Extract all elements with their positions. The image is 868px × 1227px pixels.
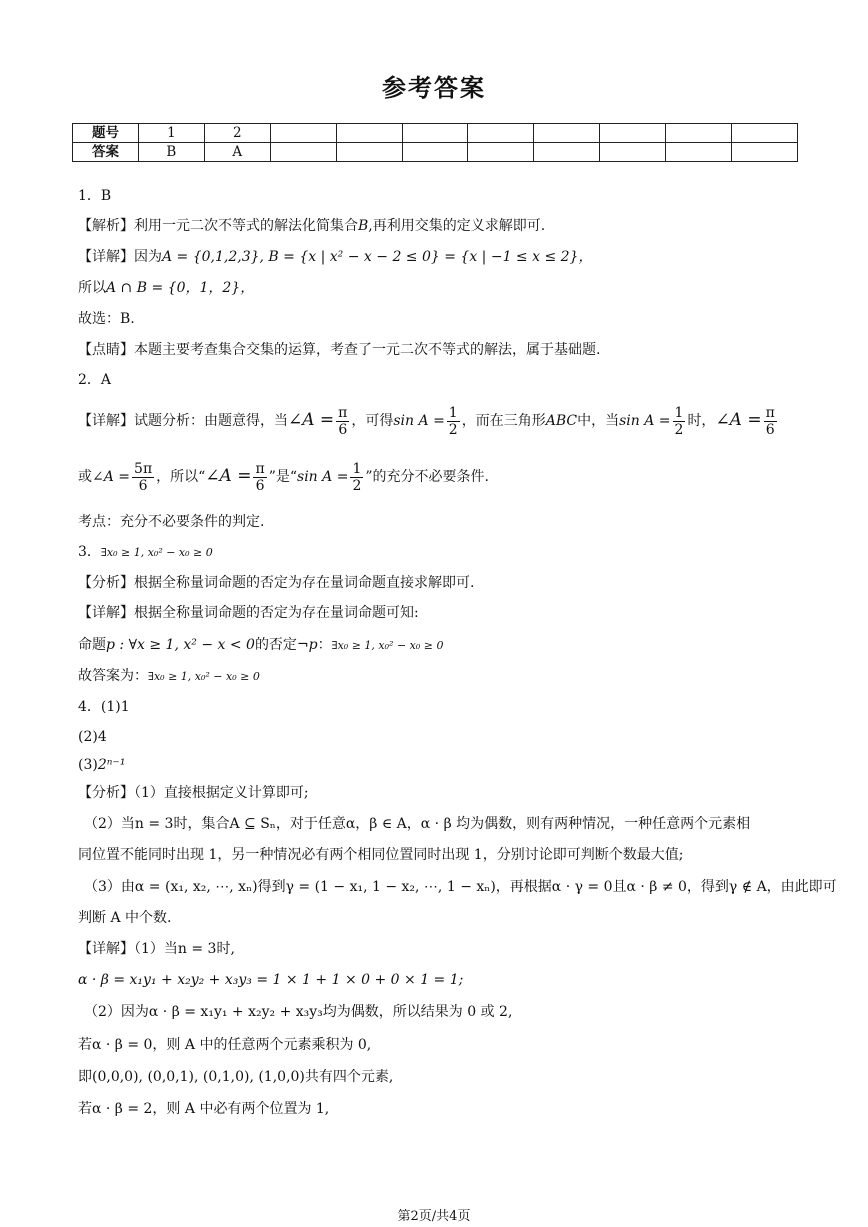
denominator: 2 [448,421,458,438]
q1-analysis [78,216,545,236]
numerator: 1 [352,460,362,477]
q2-angle: ∠A = [205,466,252,486]
q3-final-math: ∃x₀ ≥ 1, x₀² − x₀ ≥ 0 [148,670,260,683]
table-cell [666,124,732,143]
denominator: 6 [765,421,775,438]
q3-head-math: ∃x₀ ≥ 1, x₀² − x₀ ≥ 0 [100,546,213,559]
label-analysis: 【分析】 [78,785,134,801]
q3-text: 的否定 [254,637,297,653]
q2-angle: ∠A = [288,410,335,430]
q4-p3-math: 2ⁿ⁻¹ [97,757,126,773]
q1-choice: 故选：B. [78,311,135,327]
table-cell [402,124,468,143]
fraction-1-2 [673,405,686,438]
label-detail: 【详解】 [78,249,134,265]
table-cell [468,124,534,143]
q1-head: 1．B [78,188,112,204]
denominator: 6 [138,477,148,494]
q4-detail-4: 若α · β = 0，则 A 中的任意两个元素乘积为 0, [78,1037,372,1053]
table-cell [600,124,666,143]
table-cell [534,143,600,162]
table-cell [534,124,600,143]
q2-text: 中，当 [577,413,620,429]
q1-comment [78,340,600,360]
q2-text: 时， [687,413,716,429]
q4-part3 [78,755,125,775]
q2-text: 或 [78,469,92,485]
numerator: 1 [674,404,684,421]
numerator: π [338,404,348,421]
q4-head: 4．(1)1 [78,699,130,715]
q2-triangle: ABC [545,413,578,429]
q3-text: 故答案为： [78,668,148,684]
q4-analysis-2b: 同位置不能同时出现 1，另一种情况必有两个相同位置同时出现 1，分别讨论即可判断个数最大值; [78,847,684,863]
table-cell [402,143,468,162]
q2-text: ，所以“ [156,469,206,485]
q4-analysis-3b: 判断 A 中个数. [78,910,172,926]
answer-table [72,123,798,162]
denominator: 6 [255,477,265,494]
table-cell: 1 [138,124,204,143]
numerator: 5π [134,460,153,477]
q4-detail-3: （2）因为α · β = x₁y₁ + x₂y₂ + x₃y₃均为偶数，所以结果为 0 或 2, [84,1004,513,1020]
table-cell [600,143,666,162]
label-analysis: 【分析】 [78,575,134,591]
q1-analysis-set: B [358,218,369,234]
q3-detail-text: 根据全称量词命题的否定为存在量词命题可知: [134,605,419,621]
table-cell [666,143,732,162]
q3-number: 3． [78,544,101,560]
q4-detail-5: 即(0,0,0), (0,0,1), (0,1,0), (1,0,0)共有四个元素, [78,1069,394,1085]
q3-text: ： [317,637,332,653]
q1-line3-text: 所以 [78,280,106,296]
table-cell: A [204,143,270,162]
table-header-answer: 答案 [73,143,139,162]
q1-comment-text: 本题主要考查集合交集的运算，考查了一元二次不等式的解法，属于基础题. [134,342,601,358]
q2-text: ，而在三角形 [461,413,546,429]
q2-angle: ∠A = [715,410,762,430]
q4-part2: (2)4 [78,729,107,745]
table-row [73,124,798,143]
fraction-5pi-6 [132,461,154,494]
label-detail: 【详解】 [78,413,134,429]
fraction-pi-6 [764,405,777,438]
table-cell [732,143,798,162]
q3-neg: ¬p [296,637,318,653]
q1-line3 [78,278,254,298]
q2-sin: sin A = [393,413,445,429]
q1-detail-math: A = {0,1,2,3}, B = {x | x² − x − 2 ≤ 0} = {x | −1 ≤ x ≤ 2}， [162,249,593,265]
q3-analysis [78,573,474,593]
table-cell [336,124,402,143]
fraction-1-2 [350,461,363,494]
q3-prop-tail: ∃x₀ ≥ 1, x₀² − x₀ ≥ 0 [331,639,444,652]
numerator: 1 [448,404,458,421]
q2-detail-line1 [78,402,779,439]
q4-detail-text: （1）当n = 3时, [134,941,235,957]
q3-prop-math: p : ∀x ≥ 1, x² − x < 0 [106,637,255,653]
table-cell [270,143,336,162]
q1-line3-math: A ∩ B = {0，1，2}， [106,280,255,296]
q1-detail-text: 因为 [134,249,162,265]
label-analysis: 【解析】 [78,218,134,234]
denominator: 6 [338,421,348,438]
q1-analysis-rest: ,再利用交集的定义求解即可. [368,218,546,234]
table-cell [270,124,336,143]
q2-kaodian: 考点：充分不必要条件的判定. [78,514,265,530]
q4-analysis-3a: （3）由α = (x₁, x₂, ⋯, xₙ)得到γ = (1 − x₁, 1 − x₂, ⋯, 1 − xₙ)，再根据α · γ = 0且α · β ≠ 0，得到γ ∉ A，由此即可 [84,879,837,895]
numerator: π [765,404,775,421]
q3-final [78,666,260,687]
page-title: 参考答案 [382,74,486,102]
q2-detail-line2 [78,458,489,495]
q3-analysis-text: 根据全称量词命题的否定为存在量词命题直接求解即可. [134,575,475,591]
label-comment: 【点睛】 [78,342,134,358]
q4-detail [78,939,235,959]
q2-head: 2．A [78,372,112,388]
fraction-pi-6 [336,405,349,438]
q2-text: ，可得 [351,413,394,429]
table-cell [468,143,534,162]
q4-analysis [78,783,309,803]
table-cell [732,124,798,143]
fraction-pi-6 [253,461,266,494]
q4-analysis-2a: （2）当n = 3时，集合A ⊆ Sₙ，对于任意α，β ∈ A，α · β 均为偶数，则有两种情况，一种任意两个元素相 [84,816,751,832]
label-detail: 【详解】 [78,941,134,957]
table-cell: B [138,143,204,162]
q4-analysis-text: （1）直接根据定义计算即可; [134,785,309,801]
q2-sin: sin A = [619,413,671,429]
table-cell: 2 [204,124,270,143]
q2-text: 试题分析：由题意得，当 [134,413,288,429]
q3-proposition [78,635,443,656]
q2-text: ”的充分不必要条件. [365,469,489,485]
q1-analysis-text: 利用一元二次不等式的解法化简集合 [134,218,358,234]
q3-detail [78,603,419,623]
q3-head [78,542,213,563]
q1-detail [78,247,592,267]
table-cell [336,143,402,162]
table-row [73,143,798,162]
label-detail: 【详解】 [78,605,134,621]
q2-text: ”是“ [268,469,298,485]
q2-sin: sin A = [297,469,349,485]
q4-d2-math: α · β = x₁y₁ + x₂y₂ + x₃y₃ = 1 × 1 + 1 × 0 + 0 × 1 = 1; [78,972,464,988]
page-footer: 第2页/共4页 [397,1209,471,1224]
q4-detail-6: 若α · β = 2，则 A 中必有两个位置为 1, [78,1101,330,1117]
q4-text: (3) [78,757,98,773]
q3-text: 命题 [78,637,106,653]
q2-angle: ∠A = [92,469,131,485]
table-header-number: 题号 [73,124,139,143]
denominator: 2 [352,477,362,494]
denominator: 2 [674,421,684,438]
numerator: π [255,460,265,477]
q4-detail-2 [78,970,463,990]
fraction-1-2 [447,405,460,438]
